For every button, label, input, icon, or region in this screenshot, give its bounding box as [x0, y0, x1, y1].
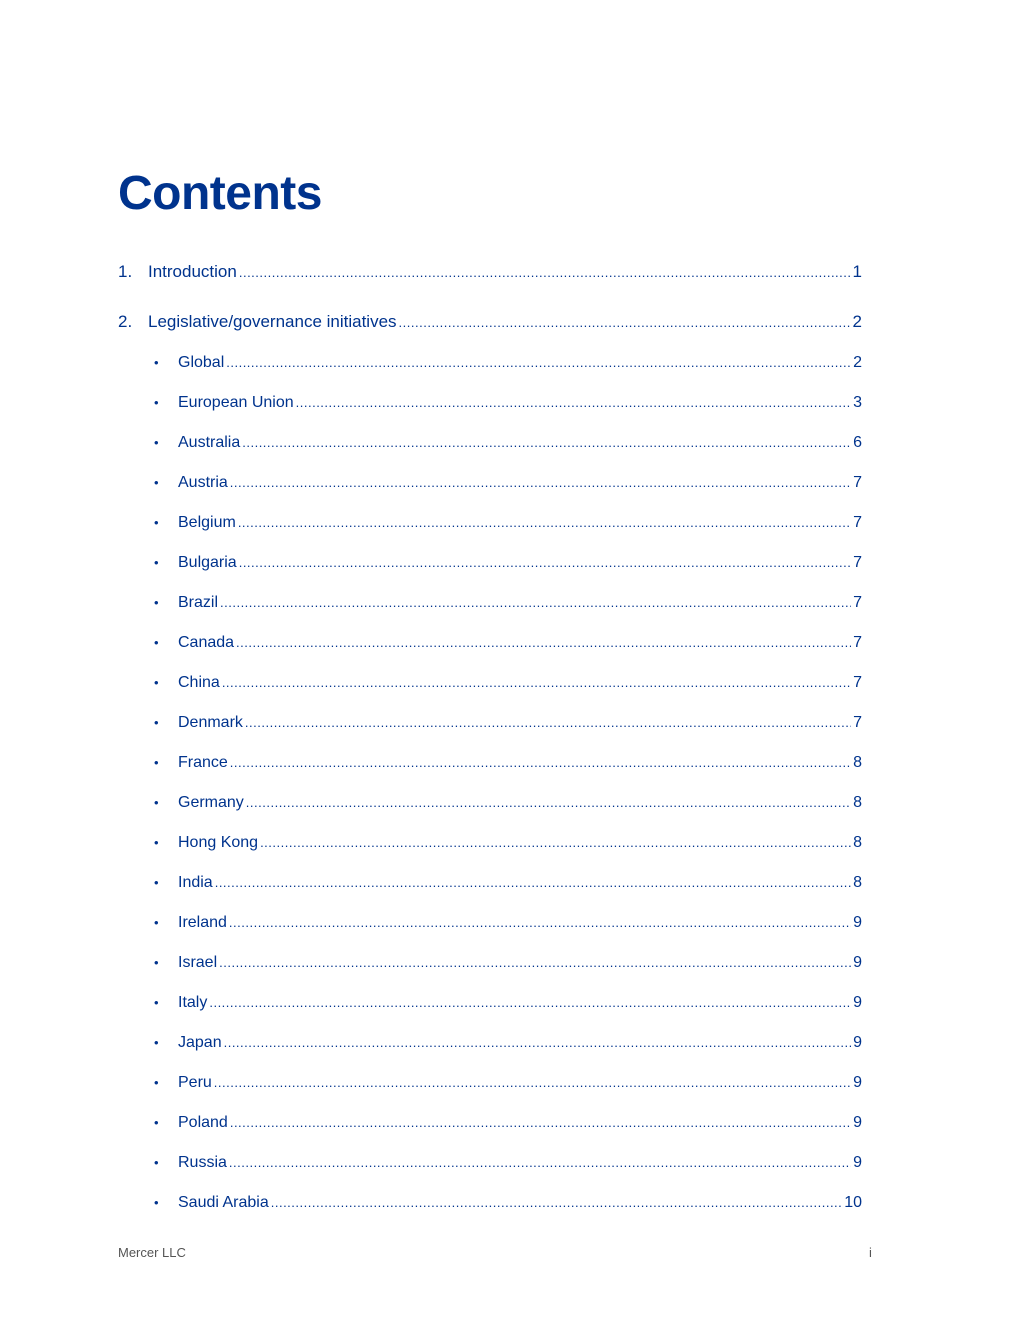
toc-item-label: India — [178, 874, 213, 891]
toc-item-australia[interactable] — [154, 433, 862, 453]
toc-item-bulgaria[interactable] — [154, 553, 862, 573]
toc-item-brazil[interactable] — [154, 593, 862, 613]
toc-page-number: 9 — [853, 1114, 862, 1131]
page-title: Contents — [118, 167, 322, 220]
toc-leader-dots — [260, 833, 851, 853]
toc-item-hong-kong[interactable] — [154, 833, 862, 853]
toc-page-number: 9 — [853, 1154, 862, 1171]
toc-section-introduction[interactable] — [118, 262, 862, 283]
toc-leader-dots — [214, 1073, 851, 1093]
toc-leader-dots — [215, 873, 851, 893]
toc-page-number: 7 — [853, 474, 862, 491]
toc-item-denmark[interactable] — [154, 713, 862, 733]
toc-item-european-union[interactable] — [154, 393, 862, 413]
bullet-icon: • — [154, 955, 159, 970]
toc-item-label: Bulgaria — [178, 554, 237, 571]
toc-page-number: 9 — [853, 1034, 862, 1051]
bullet-icon: • — [154, 835, 159, 850]
toc-item-label: Ireland — [178, 914, 227, 931]
toc-item-label: Austria — [178, 474, 228, 491]
toc-section-legislative-governance[interactable] — [118, 312, 862, 333]
toc-item-poland[interactable] — [154, 1113, 862, 1133]
toc-leader-dots — [246, 793, 851, 813]
bullet-icon: • — [154, 595, 159, 610]
toc-page-number: 2 — [852, 312, 862, 331]
toc-page-number: 7 — [853, 674, 862, 691]
toc-leader-dots — [229, 1153, 851, 1173]
toc-item-italy[interactable] — [154, 993, 862, 1013]
toc-leader-dots — [245, 713, 851, 733]
bullet-icon: • — [154, 795, 159, 810]
toc-leader-dots — [239, 553, 851, 573]
bullet-icon: • — [154, 1195, 159, 1210]
toc-item-label: Canada — [178, 634, 235, 651]
bullet-icon: • — [154, 1155, 159, 1170]
toc-item-label: Belgium — [178, 514, 236, 531]
toc-item-label: China — [178, 674, 220, 691]
toc-page-number: 8 — [853, 874, 862, 891]
bullet-icon: • — [154, 475, 159, 490]
toc-leader-dots — [239, 263, 851, 283]
toc-section-number: 2. — [118, 312, 133, 331]
bullet-icon: • — [154, 1115, 159, 1130]
bullet-icon: • — [154, 875, 159, 890]
bullet-icon: • — [154, 515, 159, 530]
toc-leader-dots — [399, 313, 851, 333]
toc-item-france[interactable] — [154, 753, 862, 773]
toc-item-label: European Union — [178, 394, 294, 411]
toc-item-belgium[interactable] — [154, 513, 862, 533]
bullet-icon: • — [154, 355, 159, 370]
toc-page-number: 7 — [853, 554, 862, 571]
toc-leader-dots — [219, 953, 851, 973]
toc-page-number: 8 — [853, 834, 862, 851]
toc-item-label: Saudi Arabia — [178, 1194, 269, 1211]
toc-page-number: 3 — [853, 394, 862, 411]
toc-leader-dots — [296, 393, 851, 413]
footer-page-number: i — [869, 1245, 872, 1260]
toc-item-label: Israel — [178, 954, 218, 971]
toc-section-label: Introduction — [148, 262, 237, 281]
toc-leader-dots — [209, 993, 851, 1013]
toc-section-number: 1. — [118, 262, 133, 281]
toc-leader-dots — [230, 473, 851, 493]
toc-item-label: France — [178, 754, 228, 771]
toc-leader-dots — [229, 913, 851, 933]
toc-leader-dots — [230, 753, 851, 773]
toc-item-global[interactable] — [154, 353, 862, 373]
toc-item-russia[interactable] — [154, 1153, 862, 1173]
bullet-icon: • — [154, 1075, 159, 1090]
toc-item-label: Japan — [178, 1034, 222, 1051]
toc-page-number: 8 — [853, 754, 862, 771]
toc-leader-dots — [242, 433, 851, 453]
toc-item-label: Hong Kong — [178, 834, 259, 851]
bullet-icon: • — [154, 755, 159, 770]
toc-leader-dots — [220, 593, 851, 613]
toc-item-label: Germany — [178, 794, 244, 811]
toc-page-number: 9 — [853, 954, 862, 971]
toc-item-israel[interactable] — [154, 953, 862, 973]
toc-item-india[interactable] — [154, 873, 862, 893]
bullet-icon: • — [154, 635, 159, 650]
toc-leader-dots — [238, 513, 851, 533]
toc-section-label: Legislative/governance initiatives — [148, 312, 397, 331]
toc-leader-dots — [271, 1193, 842, 1213]
toc-leader-dots — [226, 353, 851, 373]
toc-item-ireland[interactable] — [154, 913, 862, 933]
toc-page-number: 7 — [853, 714, 862, 731]
toc-page-number: 8 — [853, 794, 862, 811]
toc-page-number: 6 — [853, 434, 862, 451]
toc-leader-dots — [224, 1033, 852, 1053]
toc-item-china[interactable] — [154, 673, 862, 693]
toc-item-canada[interactable] — [154, 633, 862, 653]
toc-item-label: Australia — [178, 434, 241, 451]
bullet-icon: • — [154, 675, 159, 690]
toc-page-number: 2 — [853, 354, 862, 371]
toc-item-label: Italy — [178, 994, 208, 1011]
bullet-icon: • — [154, 715, 159, 730]
bullet-icon: • — [154, 435, 159, 450]
toc-page-number: 7 — [853, 634, 862, 651]
toc-item-label: Russia — [178, 1154, 227, 1171]
toc-page-number: 10 — [844, 1194, 862, 1211]
bullet-icon: • — [154, 915, 159, 930]
toc-item-label: Brazil — [178, 594, 219, 611]
footer-company: Mercer LLC — [118, 1245, 186, 1260]
toc-item-label: Denmark — [178, 714, 243, 731]
toc-item-saudi-arabia[interactable] — [154, 1193, 862, 1213]
toc-page-number: 7 — [853, 514, 862, 531]
toc-item-label: Peru — [178, 1074, 212, 1091]
toc-item-japan[interactable] — [154, 1033, 862, 1053]
bullet-icon: • — [154, 995, 159, 1010]
toc-page-number: 9 — [853, 914, 862, 931]
toc-page-number: 1 — [852, 262, 862, 281]
toc-leader-dots — [222, 673, 851, 693]
toc-leader-dots — [236, 633, 851, 653]
toc-page-number: 9 — [853, 1074, 862, 1091]
bullet-icon: • — [154, 1035, 159, 1050]
bullet-icon: • — [154, 555, 159, 570]
toc-leader-dots — [230, 1113, 851, 1133]
toc-item-germany[interactable] — [154, 793, 862, 813]
toc-item-label: Global — [178, 354, 225, 371]
bullet-icon: • — [154, 395, 159, 410]
toc-item-label: Poland — [178, 1114, 228, 1131]
toc-page-number: 7 — [853, 594, 862, 611]
toc-page-number: 9 — [853, 994, 862, 1011]
toc-item-austria[interactable] — [154, 473, 862, 493]
toc-item-peru[interactable] — [154, 1073, 862, 1093]
